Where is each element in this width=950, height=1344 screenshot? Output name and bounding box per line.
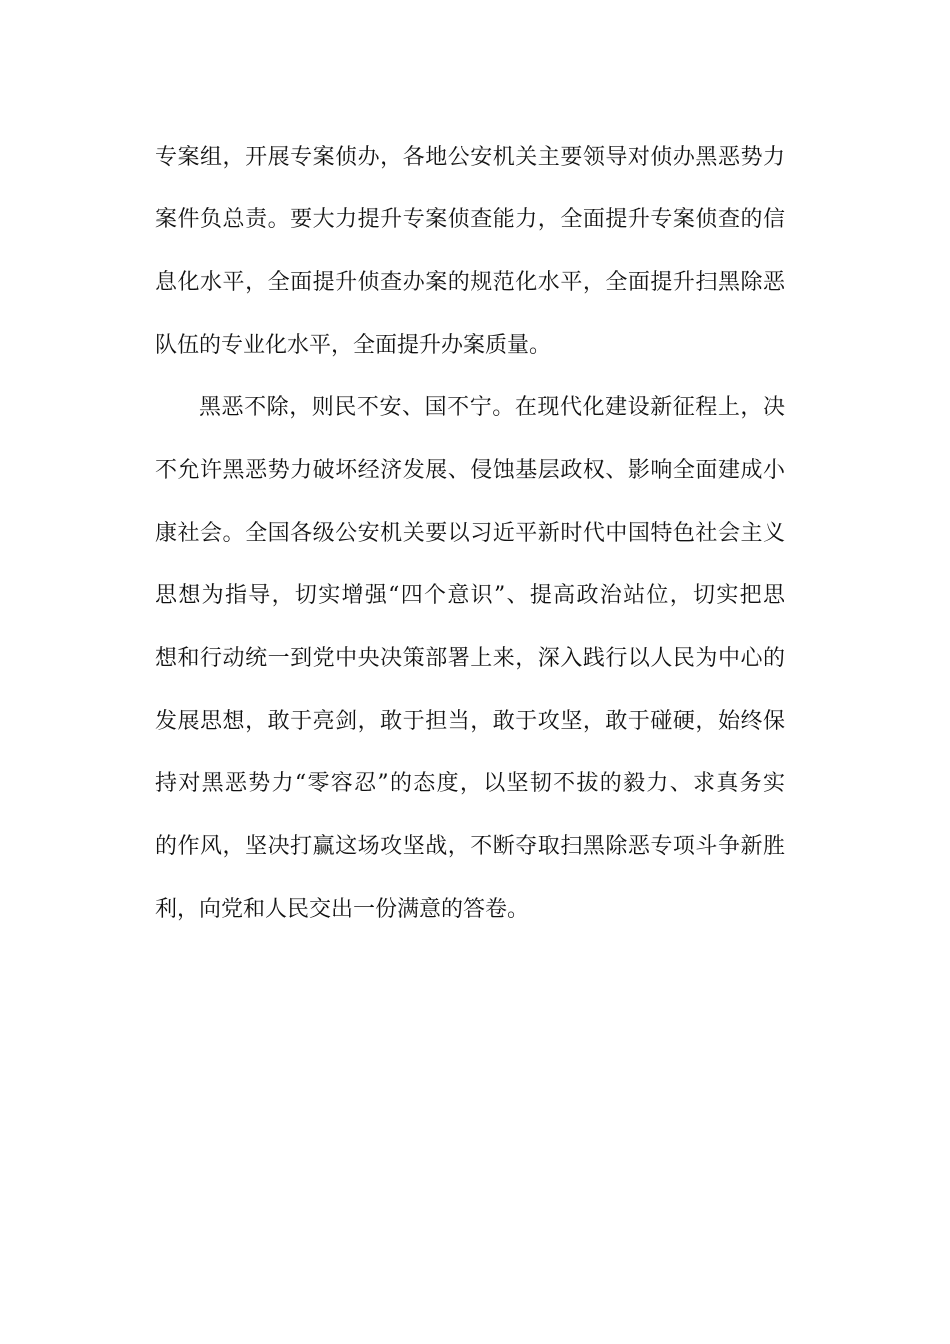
text-line: 发展思想，敢于亮剑，敢于担当，敢于攻坚，敢于碰硬，始终保 — [155, 709, 785, 734]
text-line: 想和行动统一到党中央决策部署上来，深入践行以人民为中心的 — [155, 646, 785, 671]
text-line: 的作风，坚决打赢这场攻坚战，不断夺取扫黑除恶专项斗争新胜 — [155, 834, 785, 859]
text-line: 思想为指导，切实增强“四个意识”、提高政治站位，切实把思 — [155, 583, 785, 608]
text-line: 息化水平，全面提升侦查办案的规范化水平，全面提升扫黑除恶 — [155, 270, 785, 295]
text-line: 不允许黑恶势力破坏经济发展、侵蚀基层政权、影响全面建成小 — [155, 458, 785, 483]
text-line: 队伍的专业化水平，全面提升办案质量。 — [155, 333, 552, 358]
text-line: 黑恶不除，则民不安、国不宁。在现代化建设新征程上，决 — [199, 395, 785, 420]
text-line: 专案组，开展专案侦办，各地公安机关主要领导对侦办黑恶势力 — [155, 145, 785, 170]
text-line: 案件负总责。要大力提升专案侦查能力，全面提升专案侦查的信 — [155, 207, 785, 232]
text-line: 利，向党和人民交出一份满意的答卷。 — [155, 897, 530, 922]
text-line: 持对黑恶势力“零容忍”的态度，以坚韧不拔的毅力、求真务实 — [155, 771, 785, 796]
text-line: 康社会。全国各级公安机关要以习近平新时代中国特色社会主义 — [155, 521, 785, 546]
